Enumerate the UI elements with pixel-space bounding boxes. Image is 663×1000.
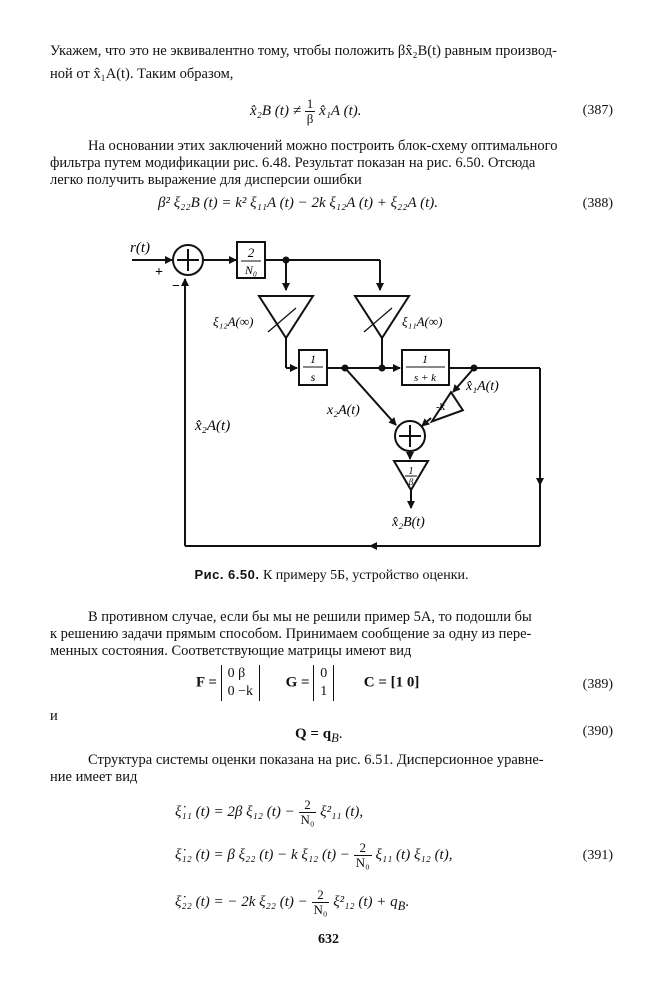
eq391-l3-fraction [312, 888, 330, 917]
label-x2b-hat: x̂₂B(t) [392, 515, 425, 530]
equation-389 [196, 665, 419, 701]
equation-number-388: (388) [582, 196, 613, 211]
paragraph-3-line-3: менных состояния. Соответствующие матрицы имеют вид [50, 643, 412, 659]
eq391-l2-frac-num: 2 [354, 841, 372, 856]
label-xi12: ξ₁₂A(∞) [213, 314, 254, 329]
paragraph-2-line-1: На основании этих заключений можно построить блок-схему оптимального [88, 138, 558, 154]
label-minus: − [172, 279, 180, 294]
equation-390 [295, 726, 342, 746]
eq390-sub: B [331, 731, 339, 745]
matrix-f [221, 665, 260, 701]
equation-number-390: (390) [582, 724, 613, 739]
inverse-beta-den: β [408, 477, 414, 487]
eq391-l2-left: ξ̇₁₂ (t) = β ξ₂₂ (t) − k ξ₁₂ (t) − [175, 846, 351, 863]
figure-caption-text: К примеру 5Б, устройство оценки. [262, 568, 469, 583]
page-number: 632 [318, 932, 339, 947]
equation-391-line-3 [175, 888, 409, 917]
equation-391-line-1 [175, 798, 363, 827]
figure-caption [0, 567, 663, 584]
matrix-g [313, 665, 334, 701]
paragraph-2-line-3: легко получить выражение для дисперсии ошибки [50, 172, 362, 188]
matrix-g-row-1: 0 [320, 666, 328, 681]
eq390-text: Q = q [295, 726, 332, 742]
eq389-f-label: F = [196, 674, 217, 691]
paragraph-1-line-1: Укажем, что это не эквивалентно тому, чтобы положить βx̂₂B(t) равным производ- [50, 43, 557, 59]
label-neg-k: -k [436, 401, 446, 413]
eq391-l3-left: ξ̇₂₂ (t) = − 2k ξ₂₂ (t) − [175, 893, 308, 910]
equation-388: β² ξ₂₂B (t) = k² ξ₁₁A (t) − 2k ξ₁₂A (t) + ξ₂₂A (t). [158, 195, 439, 211]
and-word: и [50, 708, 58, 724]
equation-number-389: (389) [582, 677, 613, 692]
label-x1a-hat: x̂₁A(t) [466, 379, 499, 394]
integrator-den: s [310, 370, 316, 384]
paragraph-3-line-1: В противном случае, если бы мы не решили пример 5А, то подошли бы [88, 609, 532, 625]
paragraph-3-line-2: к решению задачи прямым способом. Принимаем сообщение за одну из пере- [50, 626, 532, 642]
gain-block-den: N₀ [244, 263, 258, 277]
eq391-l1-left: ξ̇₁₁ (t) = 2β ξ₁₂ (t) − [175, 803, 295, 820]
eq391-l3-tail: . [405, 893, 409, 910]
matrix-g-row-2: 1 [320, 684, 328, 699]
eq391-l2-frac-den: N₀ [355, 855, 370, 870]
eq391-l1-fraction [299, 798, 317, 827]
lag-den: s + k [413, 372, 437, 384]
paragraph-4-line-1: Структура системы оценки показана на рис. 6.51. Дисперсионное уравне- [88, 752, 544, 768]
eq391-l3-sub: B [397, 898, 406, 913]
eq389-g-label: G = [285, 674, 310, 691]
eq391-l3-frac-num: 2 [312, 888, 330, 903]
eq390-tail: . [338, 726, 343, 742]
label-x2a-hat: x̂₂A(t) [195, 418, 231, 434]
eq389-c-label: C = [1 0] [363, 674, 420, 691]
label-r: r(t) [130, 240, 150, 256]
inverse-beta-num: 1 [408, 466, 414, 477]
eq387-frac-den: β [306, 111, 314, 126]
eq391-l3-frac-den: N₀ [313, 902, 328, 917]
label-x2a: x₂A(t) [327, 403, 360, 418]
equation-number-387: (387) [582, 103, 613, 118]
lag-num: 1 [422, 352, 428, 366]
equation-391-line-2 [175, 841, 452, 870]
integrator-num: 1 [310, 352, 316, 366]
eq387-lhs: x̂₂B (t) ≠ [250, 102, 301, 119]
eq387-frac-num: 1 [305, 97, 316, 112]
gain-block-num: 2 [247, 245, 255, 260]
eq391-l3-right: ξ²₁₂ (t) + q [333, 893, 398, 910]
eq387-rhs: x̂₁A (t). [319, 102, 362, 119]
paragraph-1-line-2: ной от x̂₁A(t). Таким образом, [50, 66, 234, 82]
eq391-l1-right: ξ²₁₁ (t), [320, 803, 364, 820]
figure-caption-label: Рис. 6.50. [194, 567, 260, 582]
eq391-l2-right: ξ₁₁ (t) ξ₁₂ (t), [375, 846, 453, 863]
matrix-f-row-1: 0 β [227, 666, 246, 681]
matrix-f-row-2: 0 −k [227, 684, 254, 699]
label-xi11: ξ₁₁A(∞) [402, 314, 443, 329]
eq391-l2-fraction [354, 841, 372, 870]
equation-number-391: (391) [582, 848, 613, 863]
eq391-l1-frac-den: N₀ [300, 812, 315, 827]
eq391-l1-frac-num: 2 [299, 798, 317, 813]
label-plus: + [155, 265, 163, 280]
paragraph-2-line-2: фильтра путем модификации рис. 6.48. Результат показан на рис. 6.50. Отсюда [50, 155, 536, 171]
paragraph-4-line-2: ние имеет вид [50, 769, 138, 785]
